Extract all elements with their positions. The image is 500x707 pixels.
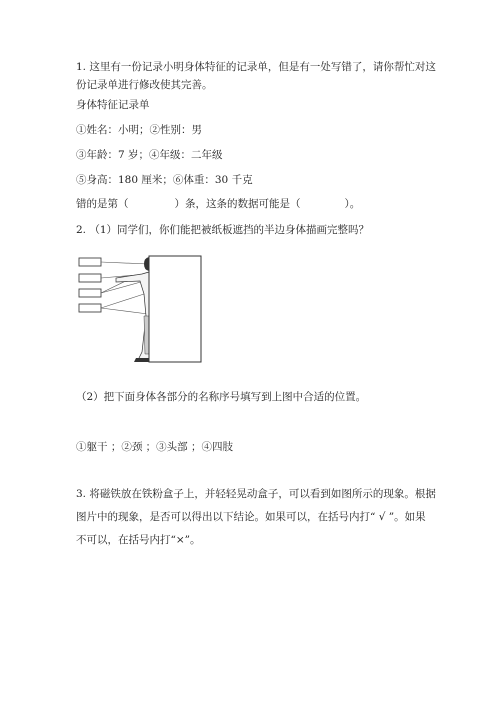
q3-line1: 3. 将磁铁放在铁粉盒子上，并轻轻晃动盒子，可以看到如图所示的现象。根据 <box>76 488 436 500</box>
label-box-4[interactable] <box>79 304 101 312</box>
q1-answer-line <box>76 197 360 211</box>
q2-options: ①躯干 ；②颈 ；③头部 ；④四肢 <box>76 441 234 453</box>
q2-part1: 2. （1）同学们，你们能把被纸板遮挡的半边身体描画完整吗？ <box>76 224 370 236</box>
answer-middle: ）条，这条的数据可能是（ <box>174 198 301 210</box>
body-figure <box>76 254 216 366</box>
q1-intro-line1: 1. 这里有一份记录小明身体特征的记录单，但是有一处写错了，请你帮忙对这 <box>76 61 436 73</box>
answer-prefix: 错的是第（ <box>76 198 129 210</box>
q3-line2: 图片中的现象，是否可以得出以下结论。如果可以，在括号内打“ √ ”。如果 <box>76 511 426 523</box>
q3-line3: 不可以，在括号内打“×”。 <box>76 534 201 546</box>
record-row-1: ①姓名：小明；②性别：男 <box>76 124 202 136</box>
pointer-lines <box>101 262 148 314</box>
label-box-3[interactable] <box>79 289 101 297</box>
cardboard <box>149 256 201 362</box>
q2-part2: （2）把下面身体各部分的名称序号填写到上图中合适的位置。 <box>76 391 367 403</box>
record-row-2: ③年龄：7 岁；④年级：二年级 <box>76 149 223 161</box>
q1-intro-line2: 份记录单进行修改使其完善。 <box>76 79 213 91</box>
answer-suffix: ）。 <box>344 198 361 210</box>
record-title: 身体特征记录单 <box>76 99 150 111</box>
label-box-2[interactable] <box>79 274 101 282</box>
record-row-3: ⑤身高：180 厘米；⑥体重：30 千克 <box>76 174 253 186</box>
label-box-1[interactable] <box>79 258 101 266</box>
half-body-drawing <box>116 257 149 362</box>
